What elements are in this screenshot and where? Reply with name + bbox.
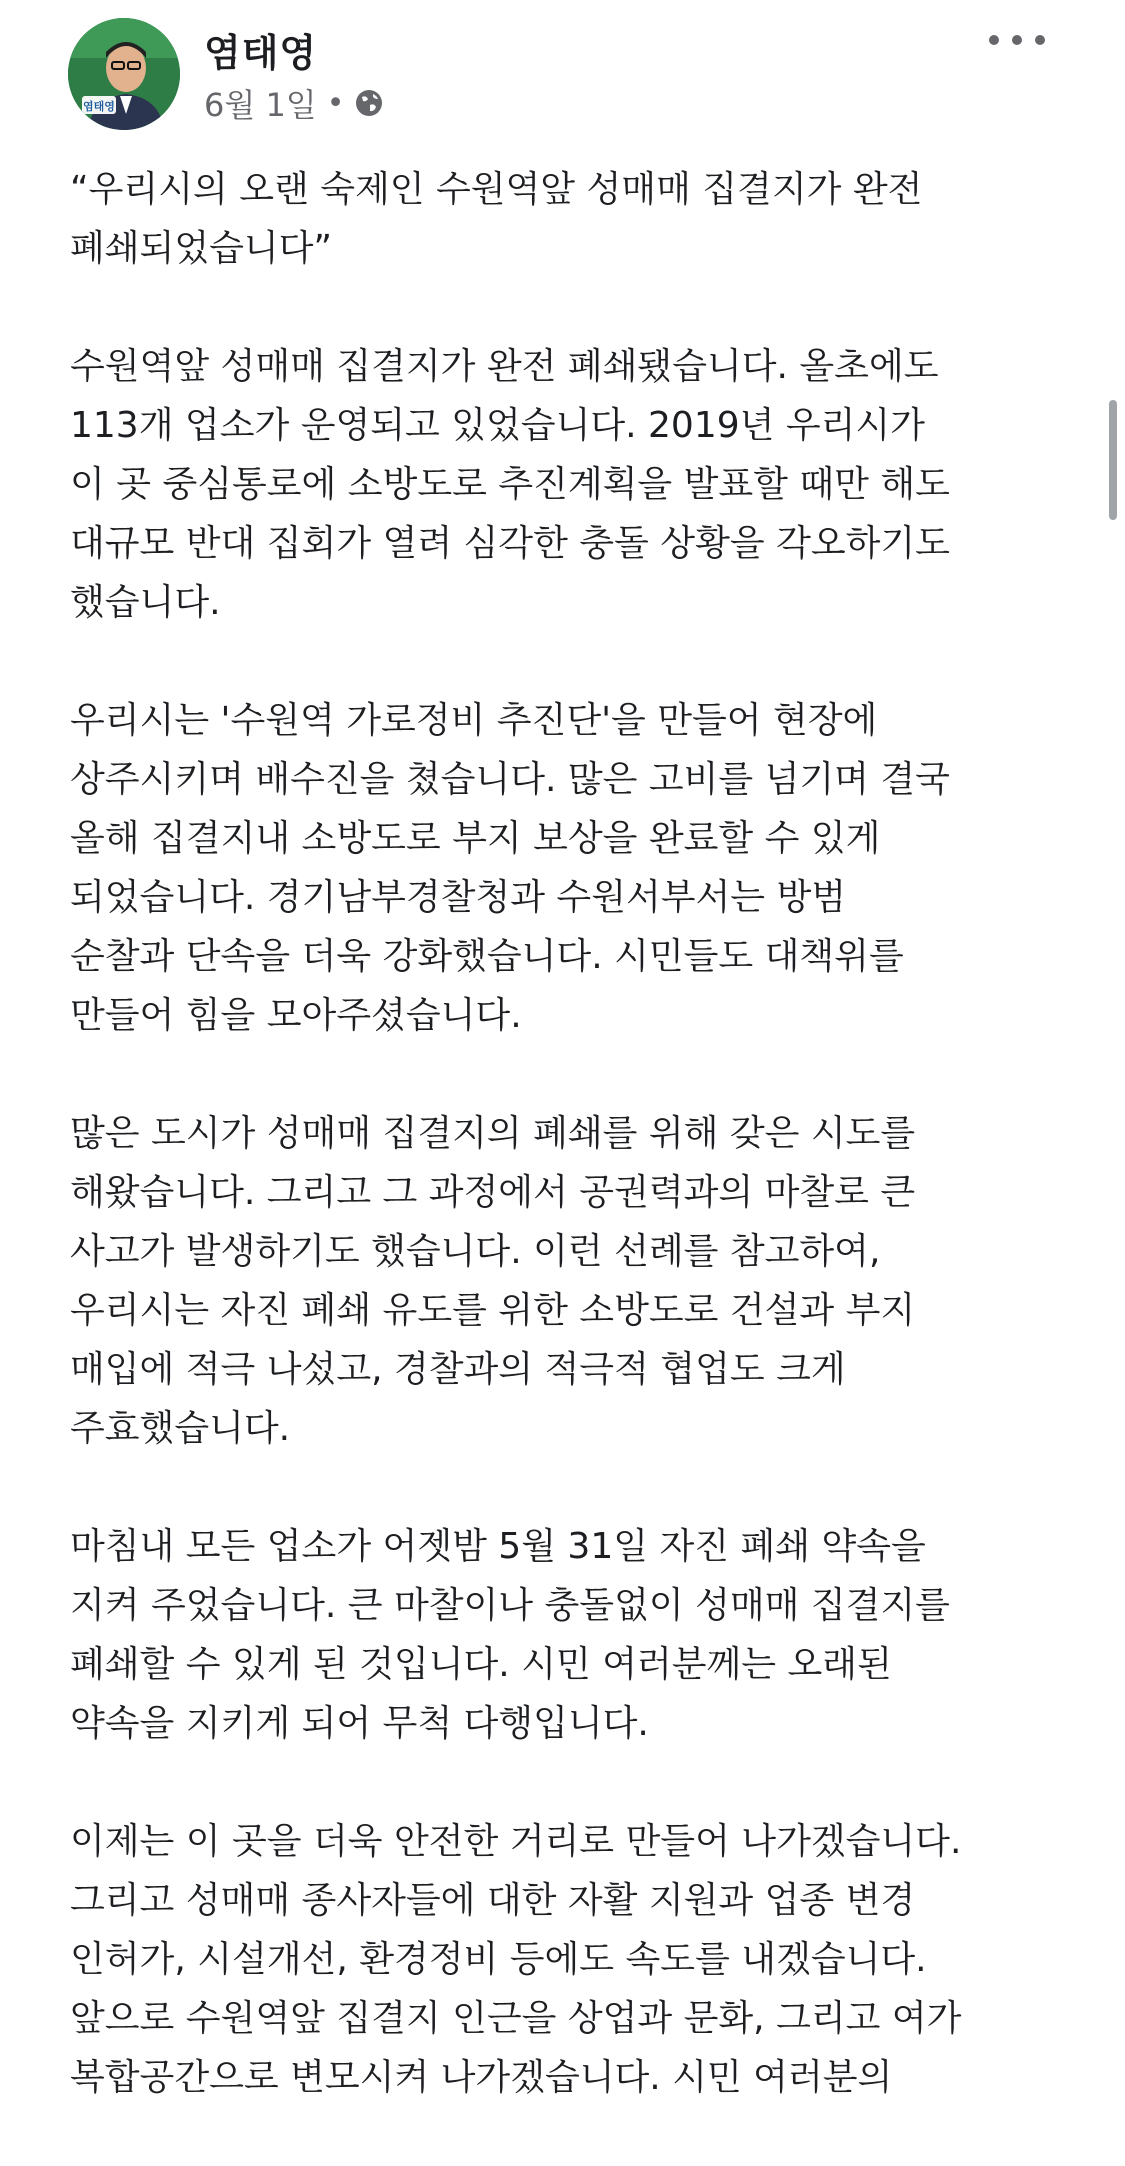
- post-date[interactable]: 6월 1일: [204, 86, 317, 124]
- more-dot: [989, 35, 999, 45]
- post-meta: [204, 80, 384, 126]
- avatar-caption: 염태영: [83, 100, 115, 113]
- more-options-icon[interactable]: [989, 28, 1045, 52]
- globe-icon[interactable]: [354, 88, 384, 118]
- post-paragraph: 마침내 모든 업소가 어젯밤 5월 31일 자진 폐쇄 약속을 지켜 주었습니다. 큰 마찰이나 충돌없이 성매매 집결지를 폐쇄할 수 있게 된 것입니다. 시민 여러분께는 오래된 약속을 지키게 되어 무척 다행입니다.: [70, 1526, 950, 1744]
- meta-separator: •: [326, 85, 345, 121]
- avatar-image: [68, 18, 180, 130]
- post-paragraph: 이제는 이 곳을 더욱 안전한 거리로 만들어 나가겠습니다. 그리고 성매매 종사자들에 대한 자활 지원과 업종 변경 인허가, 시설개선, 환경정비 등에도 속도를 내겠습니다. 앞으로 수원역앞 집결지 인근을 상업과 문화, 그리고 여가 복합공간으로 변모시켜 나가겠습니다. 시민 여러분의: [70, 1821, 962, 2098]
- post-paragraph: 우리시는 '수원역 가로정비 추진단'을 만들어 현장에 상주시키며 배수진을 쳤습니다. 많은 고비를 넘기며 결국 올해 집결지내 소방도로 부지 보상을 완료할 수 있게 되었습니다. 경기남부경찰청과 수원서부서는 방범 순찰과 단속을 더욱 강화했습니다. 시민들도 대책위를 만들어 힘을 모아주셨습니다.: [70, 700, 950, 1036]
- more-dot: [1012, 35, 1022, 45]
- scrollbar-thumb[interactable]: [1109, 400, 1117, 520]
- post-header: [0, 0, 1125, 140]
- post-paragraph-title: “우리시의 오랜 숙제인 수원역앞 성매매 집결지가 완전 폐쇄되었습니다”: [70, 169, 923, 269]
- post-body: [70, 160, 1060, 2166]
- more-dot: [1035, 35, 1045, 45]
- author-name[interactable]: 염태영: [204, 31, 318, 75]
- post-paragraph: 많은 도시가 성매매 집결지의 폐쇄를 위해 갖은 시도를 해왔습니다. 그리고 그 과정에서 공권력과의 마찰로 큰 사고가 발생하기도 했습니다. 이런 선례를 참고하여, 우리시는 자진 폐쇄 유도를 위한 소방도로 건설과 부지 매입에 적극 나섰고, 경찰과의 적극적 협업도 크게 주효했습니다.: [70, 1113, 916, 1449]
- avatar[interactable]: [68, 18, 180, 130]
- post-paragraph: 수원역앞 성매매 집결지가 완전 폐쇄됐습니다. 올초에도 113개 업소가 운영되고 있었습니다. 2019년 우리시가 이 곳 중심통로에 소방도로 추진계획을 발표할 때만 해도 대규모 반대 집회가 열려 심각한 충돌 상황을 각오하기도 했습니다.: [70, 346, 950, 623]
